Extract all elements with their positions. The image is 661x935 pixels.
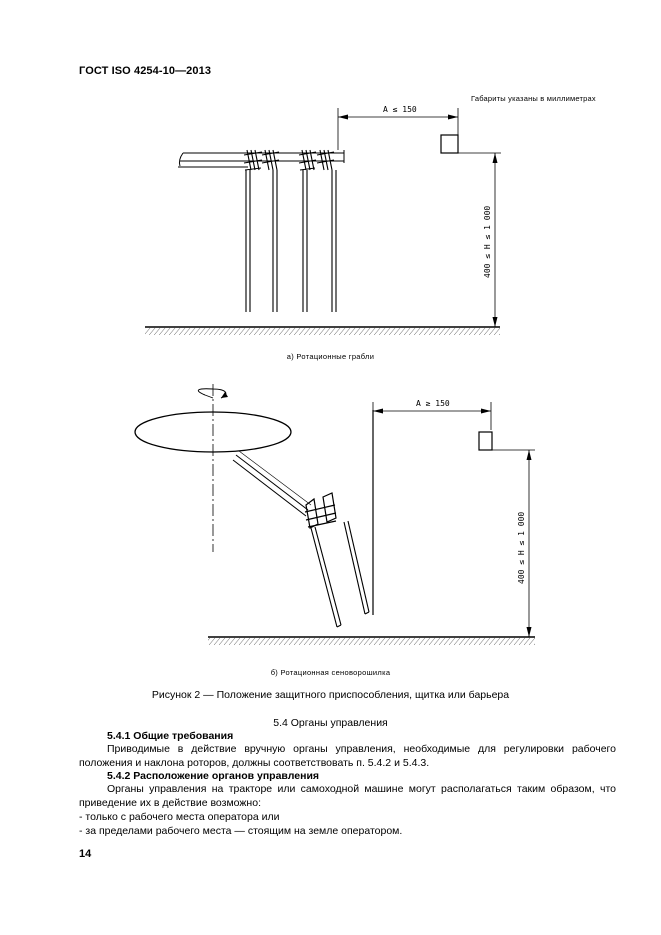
dimension-a-label: A ≤ 150 xyxy=(383,105,417,114)
dimension-a-label-b: A ≥ 150 xyxy=(416,399,450,408)
caption-rotary-rake: а) Ротационные грабли xyxy=(286,352,375,361)
page-number: 14 xyxy=(79,848,92,860)
list-item: - только с рабочего места оператора или xyxy=(79,811,280,823)
caption-rotary-tedder: б) Ротационная сеноворошилка xyxy=(270,668,391,677)
rotary-tedder-drawing xyxy=(135,384,535,645)
paragraph-general-requirements: Приводимые в действие вручную органы управления, необходимые для регулировки рабочего положения и наклона роторов, должны соответствовать п. 5.4.2 и 5.4.3. xyxy=(79,743,616,769)
dimension-h-label: 400 ≤ H ≤ 1 000 xyxy=(483,205,492,278)
units-note: Габариты указаны в миллиметрах xyxy=(471,94,596,103)
rotary-rake-drawing xyxy=(145,105,501,335)
rotation-arrow-icon xyxy=(198,389,226,398)
dimension-h-label-b: 400 ≤ H ≤ 1 000 xyxy=(517,511,526,584)
ground-hatch-b xyxy=(208,638,535,645)
section-title: 5.4 Органы управления xyxy=(273,717,388,729)
figure-title: Рисунок 2 — Положение защитного приспособления, щитка или барьера xyxy=(151,689,510,701)
ground-hatch-a xyxy=(145,328,500,335)
document-header: ГОСТ ISO 4254-10—2013 xyxy=(79,65,212,77)
subsection-title-general: 5.4.1 Общие требования xyxy=(107,730,234,742)
paragraph-control-location: Органы управления на тракторе или самоходной машине могут располагаться таким образом, что приведение их в действие возможно: xyxy=(79,783,616,809)
list-item: - за пределами рабочего места — стоящим на земле оператором. xyxy=(79,825,403,837)
subsection-title-location: 5.4.2 Расположение органов управления xyxy=(107,770,320,782)
